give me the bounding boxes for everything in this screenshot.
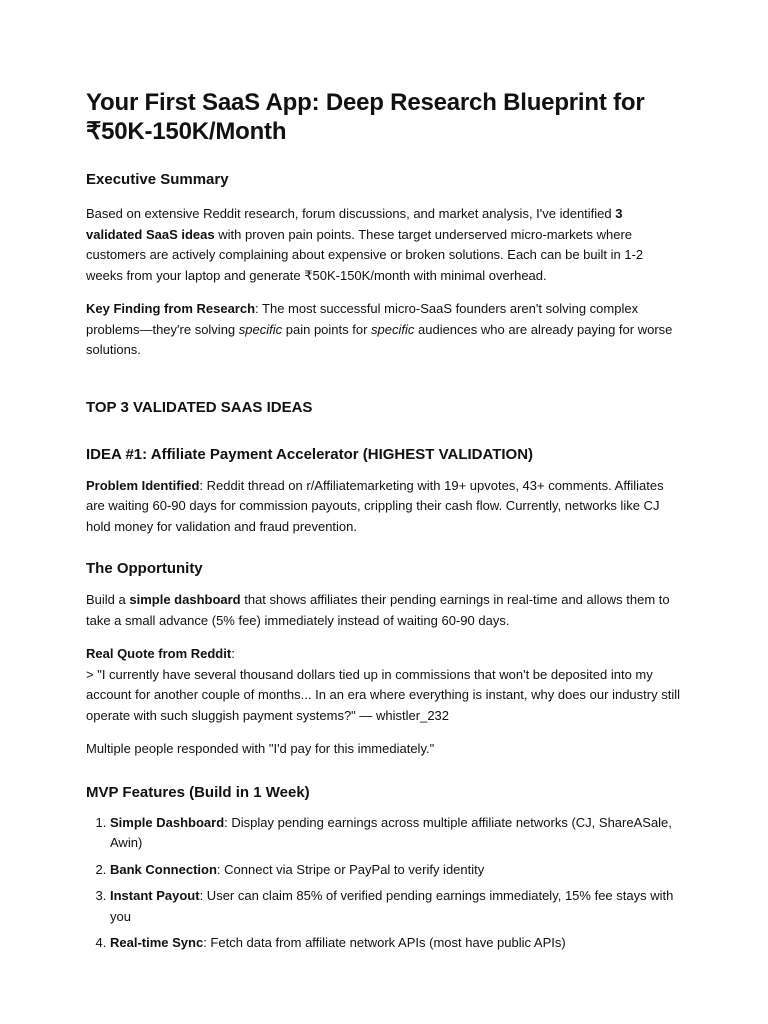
build-paragraph xyxy=(86,590,682,631)
text-span: : User can claim 85% of verified pending earnings immediately, 15% fee stays with you xyxy=(110,888,674,924)
bold-text: Problem Identified xyxy=(86,477,200,493)
text-span: pain points for xyxy=(282,321,372,337)
top3-heading: TOP 3 VALIDATED SAAS IDEAS xyxy=(86,398,313,416)
problem-paragraph xyxy=(86,476,682,538)
executive-summary-paragraph xyxy=(86,204,682,286)
text-span: Build a xyxy=(86,592,130,607)
text-span: : Connect via Stripe or PayPal to verify identity xyxy=(216,861,485,877)
bold-text: Key Finding from Research xyxy=(86,301,256,316)
italic-text: specific xyxy=(238,321,283,337)
text-span: : The most successful micro-SaaS founders aren't solving complex problems—they're solving xyxy=(86,301,639,337)
mvp-feature-list xyxy=(86,813,682,954)
bold-text: Bank Connection xyxy=(110,861,217,877)
executive-summary-heading: Executive Summary xyxy=(86,171,229,188)
bold-text: Simple Dashboard xyxy=(110,814,225,830)
list-item xyxy=(110,933,682,954)
bold-text: Real Quote from Reddit xyxy=(86,646,232,661)
text-span: Based on extensive Reddit research, forum discussions, and market analysis, I've identified xyxy=(86,206,616,221)
text-span: that shows affiliates their pending earnings in real-time and allows them to take a small advance (5% fee) immediately instead of waiting 60-90 days. xyxy=(86,592,670,628)
text-span: : xyxy=(231,646,235,661)
bold-text: Instant Payout xyxy=(110,888,200,903)
bold-text: 3 validated SaaS ideas xyxy=(86,206,623,242)
mvp-heading: MVP Features (Build in 1 Week) xyxy=(86,783,310,801)
list-item xyxy=(110,860,682,881)
list-item xyxy=(110,813,682,854)
text-span: : Fetch data from affiliate network APIs (most have public APIs) xyxy=(203,935,566,950)
quote-text: > "I currently have several thousand dollars tied up in commissions that won't be deposited into my account for another couple of months... In an era where everything is instant, why does our industry still operate with such sluggish payment systems?" — whistler_232 xyxy=(86,666,680,723)
opportunity-heading: The Opportunity xyxy=(86,560,203,577)
text-span: with proven pain points. These target underserved micro-markets where customers are actively complaining about expensive or broken solutions. Each can be built in 1-2 weeks from your laptop and generate ₹50K-150K/month with minimal overhead. xyxy=(86,226,644,283)
text-span: : Display pending earnings across multiple affiliate networks (CJ, ShareASale, Awin) xyxy=(110,814,672,850)
italic-text: specific xyxy=(371,321,415,337)
text-span: audiences who are already paying for worse solutions. xyxy=(86,321,673,357)
bold-text: Real-time Sync xyxy=(110,935,204,950)
list-item xyxy=(110,886,682,927)
responses-paragraph: Multiple people responded with "I'd pay for this immediately." xyxy=(86,741,435,756)
bold-text: simple dashboard xyxy=(129,592,241,607)
key-finding-paragraph xyxy=(86,299,682,361)
document-title: Your First SaaS App: Deep Research Blueprint for ₹50K-150K/Month xyxy=(86,89,645,145)
reddit-quote-paragraph xyxy=(86,644,682,726)
text-span: : Reddit thread on r/Affiliatemarketing with 19+ upvotes, 43+ comments. Affiliates are waiting 60-90 days for commission payouts, crippling their cash flow. Currently, networks like CJ hold money for validation and fraud prevention. xyxy=(86,477,664,534)
idea1-heading: IDEA #1: Affiliate Payment Accelerator (HIGHEST VALIDATION) xyxy=(86,445,534,463)
